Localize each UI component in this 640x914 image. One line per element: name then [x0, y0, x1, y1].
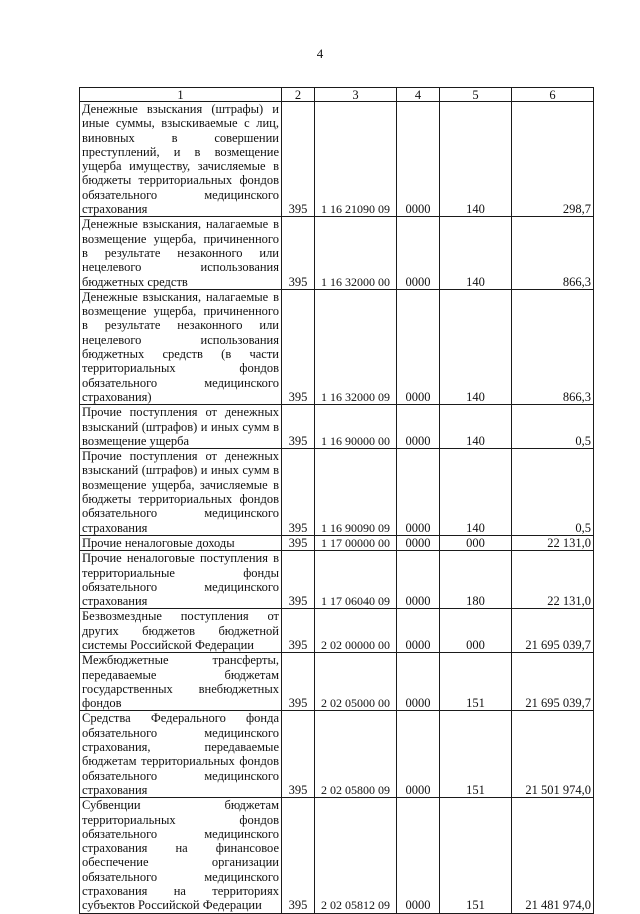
- row-budget-code: 1 16 90000 00: [315, 405, 397, 449]
- header-col-5: 5: [440, 88, 512, 102]
- row-admin-code: 395: [282, 102, 315, 217]
- row-kind-code: 140: [440, 102, 512, 217]
- row-amount: 0,5: [512, 405, 594, 449]
- table-row: [80, 609, 594, 653]
- row-kind-code: 000: [440, 535, 512, 550]
- row-amount: 21 695 039,7: [512, 609, 594, 653]
- row-subcode: 0000: [397, 289, 440, 404]
- row-subcode: 0000: [397, 798, 440, 913]
- table-row: [80, 405, 594, 449]
- row-description: Прочие поступления от денежных взысканий (штрафов) и иных сумм в возмещение ущерба: [80, 405, 282, 449]
- row-description: Прочие неналоговые поступления в территориальные фонды обязательного медицинского страхования: [80, 551, 282, 609]
- table-row: [80, 653, 594, 711]
- row-amount: 22 131,0: [512, 551, 594, 609]
- row-amount: 22 131,0: [512, 535, 594, 550]
- row-subcode: 0000: [397, 535, 440, 550]
- row-kind-code: 151: [440, 653, 512, 711]
- table-row: [80, 551, 594, 609]
- row-kind-code: 140: [440, 405, 512, 449]
- row-admin-code: 395: [282, 449, 315, 536]
- row-description: Межбюджетные трансферты, передаваемые бюджетам государственных внебюджетных фондов: [80, 653, 282, 711]
- header-col-3: 3: [315, 88, 397, 102]
- row-budget-code: 2 02 05800 09: [315, 711, 397, 798]
- row-amount: 866,3: [512, 289, 594, 404]
- row-description: Денежные взыскания (штрафы) и иные суммы, взыскиваемые с лиц, виновных в совершении преступлений, и в возмещение ущерба имуществу, зачисляемые в бюджеты территориальных фондов обязательного медицинского страхования: [80, 102, 282, 217]
- table-row: [80, 449, 594, 536]
- row-admin-code: 395: [282, 405, 315, 449]
- table-row: [80, 289, 594, 404]
- row-description: Средства Федерального фонда обязательного медицинского страхования, передаваемые бюджетам территориальных фондов обязательного медицинского страхования: [80, 711, 282, 798]
- row-subcode: 0000: [397, 711, 440, 798]
- row-admin-code: 395: [282, 609, 315, 653]
- row-admin-code: 395: [282, 289, 315, 404]
- row-amount: 298,7: [512, 102, 594, 217]
- row-description: Безвозмездные поступления от других бюджетов бюджетной системы Российской Федерации: [80, 609, 282, 653]
- header-col-4: 4: [397, 88, 440, 102]
- header-row: [80, 88, 594, 102]
- row-amount: 21 481 974,0: [512, 798, 594, 913]
- table-row: [80, 711, 594, 798]
- row-admin-code: 395: [282, 535, 315, 550]
- header-col-1: 1: [80, 88, 282, 102]
- row-subcode: 0000: [397, 449, 440, 536]
- revenue-table: [79, 87, 594, 914]
- row-kind-code: 151: [440, 711, 512, 798]
- row-budget-code: 1 16 21090 09: [315, 102, 397, 217]
- row-kind-code: 151: [440, 798, 512, 913]
- row-budget-code: 1 16 32000 09: [315, 289, 397, 404]
- row-description: Прочие поступления от денежных взысканий (штрафов) и иных сумм в возмещение ущерба, зачисляемые в бюджеты территориальных фондов обязательного медицинского страхования: [80, 449, 282, 536]
- row-admin-code: 395: [282, 653, 315, 711]
- row-kind-code: 140: [440, 449, 512, 536]
- row-subcode: 0000: [397, 405, 440, 449]
- row-amount: 21 695 039,7: [512, 653, 594, 711]
- row-description: Денежные взыскания, налагаемые в возмещение ущерба, причиненного в результате незаконного или нецелевого использования бюджетных средств: [80, 217, 282, 289]
- row-budget-code: 1 16 90090 09: [315, 449, 397, 536]
- row-budget-code: 1 16 32000 00: [315, 217, 397, 289]
- row-budget-code: 2 02 00000 00: [315, 609, 397, 653]
- row-description: Прочие неналоговые доходы: [80, 535, 282, 550]
- row-kind-code: 000: [440, 609, 512, 653]
- row-subcode: 0000: [397, 102, 440, 217]
- row-admin-code: 395: [282, 711, 315, 798]
- table-row: [80, 798, 594, 913]
- row-subcode: 0000: [397, 551, 440, 609]
- page-number: 4: [316, 46, 324, 61]
- row-description: Субвенции бюджетам территориальных фондов обязательного медицинского страхования на финансовое обеспечение организации обязательного медицинского страхования на территориях субъектов Российской Федерации: [80, 798, 282, 913]
- row-admin-code: 395: [282, 551, 315, 609]
- row-budget-code: 1 17 06040 09: [315, 551, 397, 609]
- table-row: [80, 217, 594, 289]
- row-amount: 866,3: [512, 217, 594, 289]
- row-kind-code: 140: [440, 289, 512, 404]
- row-description: Денежные взыскания, налагаемые в возмещение ущерба, причиненного в результате незаконного или нецелевого использования бюджетных средств (в части территориальных фондов обязательного медицинского страхования): [80, 289, 282, 404]
- row-admin-code: 395: [282, 217, 315, 289]
- row-amount: 21 501 974,0: [512, 711, 594, 798]
- row-kind-code: 180: [440, 551, 512, 609]
- row-admin-code: 395: [282, 798, 315, 913]
- row-budget-code: 2 02 05812 09: [315, 798, 397, 913]
- row-budget-code: 2 02 05000 00: [315, 653, 397, 711]
- header-col-2: 2: [282, 88, 315, 102]
- row-subcode: 0000: [397, 217, 440, 289]
- row-amount: 0,5: [512, 449, 594, 536]
- row-budget-code: 1 17 00000 00: [315, 535, 397, 550]
- row-subcode: 0000: [397, 609, 440, 653]
- table-row: [80, 102, 594, 217]
- table-row: [80, 535, 594, 550]
- header-col-6: 6: [512, 88, 594, 102]
- row-kind-code: 140: [440, 217, 512, 289]
- row-subcode: 0000: [397, 653, 440, 711]
